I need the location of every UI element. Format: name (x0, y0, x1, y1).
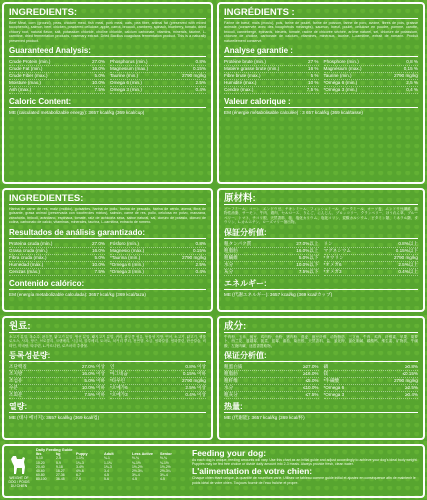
ga-row: 粗繊維 5.0%以下 (224, 254, 319, 260)
ga-row: *Oméga 3 (min.) 0,4 % (323, 87, 418, 93)
feeding-instructions (192, 448, 419, 494)
ga-col-right (324, 59, 419, 94)
caloric-heading-es: Contenido calórico: (9, 279, 206, 290)
caloric-heading-ko: 열량: (9, 402, 206, 413)
dog-silhouette-icon (9, 454, 29, 476)
ga-row: *오메가6 2.5% 이상 (110, 385, 206, 391)
ingredients-text-en: Beef Meal, corn (ground), peas, chicken meal, fish meal, pork meal, oats, pea fiber, animal fat (preserved with mixed tocopherols), salmon, beef, chicken, powdered cellulose, apple, carrot, broccoli, cranberry, spinach, blueberry, tomato, dried chicory root, natural flavor, salt, potassium chloride, choline chloride, calcium carbonate, vitamins, minerals, taurine, L-carnitine, dried fermentation products, rosemary extract. Dried Bacillus coagulans fermentation product. This is a naturally preserved product. (9, 21, 206, 43)
ga-row: Taurine (min.) 2790 mg/kg (323, 73, 418, 79)
ga-row: 粗タンパク質 27.0%以上 (224, 240, 319, 246)
panel-korean (2, 316, 213, 440)
ga-table-zh (224, 364, 418, 399)
panel-feeding (2, 444, 425, 498)
ingredients-heading-es: INGREDIENTES: (9, 193, 206, 205)
ga-row: 마그네슘 0.15% 이하 (110, 371, 206, 377)
dog-weight-block (8, 448, 30, 494)
ga-row: 粗蛋白质 ≥27.0% (224, 364, 319, 370)
ga-row: Humedad (máx.) 10.0% (9, 261, 105, 267)
ga-row: Grasa cruda (mín.) 16.0% (9, 247, 105, 253)
ga-heading-ja: 保証分析値: (224, 228, 418, 239)
ingredients-text-zh: 牛肉粉、玉米、豌豆、鸡肉粉、鱼粉、猪肉粉、燕麦、豌豆纤维、动物脂肪、三文鱼、牛肉、鸡肉、纤维素、苹果、胡萝卜、西兰花、蔓越莓、菠菜、蓝莓、番茄、菊苣根、天然香料、盐、氯化钾、氯化胆碱、碳酸钙、维生素、矿物质、牛磺酸、左旋肉碱、迷迭香提取物。 (224, 335, 418, 348)
ga-row: Cendre (max.) 7,5 % (224, 87, 319, 93)
ga-table-fr (224, 59, 418, 94)
panel-spanish (2, 188, 213, 312)
caloric-text-ja: ME (代謝エネルギー): 3657 kcal/kg (369 kcal/カップ) (224, 291, 333, 297)
ingredients-text-ja: ビーフミール、コーン、エンドウ豆、チキンミール、フィッシュミール、ポークミール、オーツ麦、エンドウ豆繊維、動物性油脂、サーモン、牛肉、鶏肉、セルロース、りんご、にんじん、ブロッコリー、クランベリー、ほうれん草、ブルーベリー、トマト、チコリ根、天然香料、塩、塩化カリウム、塩化コリン、炭酸カルシウム、ビタミン類、ミネラル類、タウリン、L-カルニチン、ローズマリー抽出物。 (224, 207, 418, 225)
feeding-text-fr: Chaque chien étant unique, la quantité de nourriture varie. Utilisez ce tableau comme guide initial et ajustez en conséquence afin de maintenir le poids idéal de votre chien. Toujours fournir de l'eau fraîche et propre. (192, 476, 416, 485)
caloric-text-es: EM (energía metabolizable calculada): 3657 kcal/kg (369 kcal/taza) (9, 291, 146, 297)
feeding-heading-en: Feeding your dog: (192, 448, 267, 458)
ingredients-text-ko: 소고기 분말, 옥수수, 완두콩, 닭고기 분말, 생선 분말, 돼지고기 분말, 귀리, 완두콩 섬유, 동물성 지방, 연어, 소고기, 닭고기, 셀룰로오스, 사과, 당근, 브로콜리, 크랜베리, 시금치, 블루베리, 토마토, 치커리 뿌리, 천연향, 소금, 염화칼륨, 염화콜린, 탄산칼슘, 비타민, 미네랄, 타우린, L-카르니틴, 로즈마리 추출물. (9, 335, 206, 348)
ga-heading-en: Guaranteed Analysis: (9, 46, 206, 57)
panel-chinese (217, 316, 425, 440)
ga-heading-ko: 등록성분량: (9, 351, 206, 362)
ga-row: 镁 ≤0.15% (323, 371, 418, 377)
ingredients-heading-ko: 원료: (9, 321, 206, 333)
ga-row: Cenizas (máx.) 7.5% (9, 268, 105, 274)
ga-row: Magnesium (max.) 0.15% (110, 66, 206, 72)
feeding-table-title: Daily Feeding Guide (36, 448, 73, 452)
panel-english (2, 2, 213, 184)
ga-col-left (9, 59, 105, 94)
ga-row: マグネシウム 0.15%以下 (323, 247, 418, 253)
feeding-table (36, 448, 186, 494)
ga-table-ja (224, 241, 418, 276)
ga-row: Phosphore (min.) 0,8 % (323, 59, 418, 65)
ga-row: Fósforo (mín.) 0.8% (110, 240, 206, 246)
feeding-heading-fr: L'alimentation de votre chien: (192, 466, 313, 477)
ga-row: Proteína cruda (mín.) 27.0% (9, 240, 105, 246)
table-row: 60-80 27-36 6-7 4-5 3¼-4 3¼-4 (36, 473, 168, 478)
ga-row: Taurine (min.) 2790 mg/kg (110, 73, 206, 79)
ga-row: Protéine brute (min.) 27 % (224, 59, 319, 65)
ga-row: Omega 6 (min.) 2.5% (110, 80, 206, 86)
ga-row: *Omega 6 ≥2.5% (323, 385, 418, 391)
ga-row: *Omega 3 ≥0.4% (323, 392, 418, 398)
caloric-heading-fr: Valeur calorique : (224, 97, 418, 108)
ga-row: 조섬유 5.0% 이하 (9, 378, 105, 384)
ga-col-left (224, 241, 319, 276)
ga-heading-fr: Analyse garantie : (224, 46, 418, 57)
ga-row: 粗纤维 ≤5.0% (224, 378, 319, 384)
ga-row: *Omega 3 (mín.) 0.4% (110, 268, 206, 274)
ga-heading-es: Resultados de análisis garantizado: (9, 228, 206, 239)
ga-row: *Oméga 6 (min.) 2,5 % (323, 80, 418, 86)
ga-row: 粗灰分 ≤7.5% (224, 392, 319, 398)
ga-row: Crude Protein (min.) 27.0% (9, 59, 105, 65)
feeding-table-header: lbs kg Puppy Adult Less Active Senior (36, 452, 172, 457)
caloric-text-en: ME (calculated metabolizable energy): 3657 kcal/kg (369 kcal/cup) (9, 110, 145, 116)
dog-weight-caption: WEIGHT OF DOG / POIDS DU CHIEN (8, 476, 30, 488)
ingredients-heading-ja: 原材料: (224, 193, 418, 205)
ga-row: *タウリン 2790 mg/kg (323, 254, 418, 260)
ga-row: リン 0.8%以上 (323, 240, 418, 246)
ga-row: *오메가3 0.4% 이상 (110, 392, 206, 398)
ga-row: Omega 3 (min.) 0.4% (110, 87, 206, 93)
panel-french (217, 2, 425, 184)
table-row: 10-20 5-9 1¾-3 1-1¾ ¾-1½ ¾-1½ (36, 460, 169, 465)
ga-table-es (9, 241, 206, 276)
ga-row: 水分 ≤10.0% (224, 385, 319, 391)
ga-col-left (9, 241, 105, 276)
ga-row: 粗脂肪 16.0%以上 (224, 247, 319, 253)
ga-row: 조회분 7.5% 이하 (9, 392, 105, 398)
ga-row: 조지방 16.0% 이상 (9, 371, 105, 377)
ga-col-left (224, 59, 319, 94)
caloric-text-ko: ME (대사 에너지): 3657 kcal/kg (369 kcal/컵) (9, 415, 100, 421)
ga-col-right (324, 241, 419, 276)
ga-row: *타우린 2790 mg/kg (110, 378, 206, 384)
ga-row: Magnésium (max.) 0,15 % (323, 66, 418, 72)
caloric-text-zh: ME (代谢能): 3657 kcal/kg (369 kcal/杯) (224, 415, 305, 421)
ga-row: *オメガ3 0.4%以上 (323, 268, 418, 274)
ingredients-heading-zh: 成分: (224, 321, 418, 333)
ga-col-left (9, 364, 105, 399)
ga-row: 조단백질 27.0% 이상 (9, 364, 105, 370)
ga-row: Phosphorus (min.) 0.8% (110, 59, 206, 65)
ga-row: *オメガ6 2.5%以上 (323, 261, 418, 267)
caloric-text-fr: EM (énergie métabolisable calculée) : 3 657 kcal/kg (369 kcal/tasse) (224, 110, 363, 116)
ga-row: 수분 10.0% 이하 (9, 385, 105, 391)
ga-col-left (224, 364, 319, 399)
ga-col-right (110, 59, 206, 94)
ga-table-ko (9, 364, 206, 399)
feeding-text-en: As each dog is unique, feeding amounts will vary. Use this chart as an initial guide and adjust accordingly to achieve your dog's ideal body weight. Puppies may be fed free choice or divide daily amount into 2-3 meals. Always provide fresh, clean water. (192, 458, 418, 467)
ga-row: Humidité (max.) 10 % (224, 80, 319, 86)
ga-row: Moisture (max.) 10.0% (9, 80, 105, 86)
ga-row: 粗脂肪 ≥16.0% (224, 371, 319, 377)
caloric-heading-ja: エネルギー: (224, 279, 418, 290)
ingredients-heading-fr: INGRÉDIENTS : (224, 7, 418, 19)
table-row: 80-100 36-45 7-8 5-6 4-5 4-5 (36, 477, 165, 482)
ga-row: 인 0.8% 이상 (110, 364, 206, 370)
ga-row: Crude Fat (min.) 16.0% (9, 66, 105, 72)
ingredients-text-fr: Farine de bœuf, maïs (moulu), pois, farine de poulet, farine de poisson, farine de porc, avoine, fibres de pois, graisse animale (conservée avec des tocophérols mélangés), saumon, bœuf, poulet, cellulose en poudre, pomme, carotte, brocoli, canneberge, épinards, bleuets, tomate, racine de chicorée séchée, arôme naturel, sel, chlorure de potassium, chlorure de choline, carbonate de calcium, vitamines, minéraux, taurine, L-carnitine, extrait de romarin. Produit naturellement conservé. (224, 21, 418, 43)
panel-japanese (217, 188, 425, 312)
caloric-heading-zh: 热量: (224, 402, 418, 413)
ingredients-text-es: Harina de carne de res, maíz (molido), guisantes, harina de pollo, harina de pescado, harina de cerdo, avena, fibra de guisante, grasa animal (preservada con tocoferoles mixtos), salmón, carne de res, pollo, celulosa en polvo, manzana, zanahoria, brócoli, arándano, espinaca, tomate, raíz de achicoria seca, sabor natural, sal, cloruro de potasio, cloruro de colina, carbonato de calcio, vitaminas, minerales, taurina, L-carnitina, extracto de romero. (9, 207, 206, 225)
ga-table-en (9, 59, 206, 94)
ga-row: Matière grasse brute (min.) 16 % (224, 66, 319, 72)
ga-row: 磷 ≥0.8% (323, 364, 418, 370)
ga-heading-zh: 保证分析值: (224, 351, 418, 362)
ga-col-right (110, 364, 206, 399)
ga-row: *Omega 6 (mín.) 2.5% (110, 261, 206, 267)
ga-col-right (110, 241, 206, 276)
ga-row: 水分 10.0%以下 (224, 261, 319, 267)
ga-col-right (324, 364, 419, 399)
table-row: 20-40 9-18 3-4½ 1¾-3 1½-2½ 1½-2½ (36, 464, 171, 469)
ga-row: Crude Fiber (max.) 5.0% (9, 73, 105, 79)
ga-row: Magnesio (máx.) 0.15% (110, 247, 206, 253)
caloric-heading-en: Caloric Content: (9, 97, 206, 108)
table-row: 5-10 2-5 1-1¾ ¾-1 ½-¾ ½-¾ (36, 456, 167, 461)
ga-row: Fibre brute (max.) 5 % (224, 73, 319, 79)
table-row: 40-60 18-27 4½-6 3-4 2½-3¼ 2½-3¼ (36, 469, 171, 474)
ga-row: *牛磺酸 2790 mg/kg (323, 378, 418, 384)
ingredients-heading-en: INGREDIENTS: (9, 7, 206, 19)
ga-row: Ash (max.) 7.5% (9, 87, 105, 93)
ga-row: Fibra cruda (máx.) 5.0% (9, 254, 105, 260)
ga-row: *Taurina (mín.) 2790 mg/kg (110, 254, 206, 260)
ga-row: 灰分 7.5%以下 (224, 268, 319, 274)
